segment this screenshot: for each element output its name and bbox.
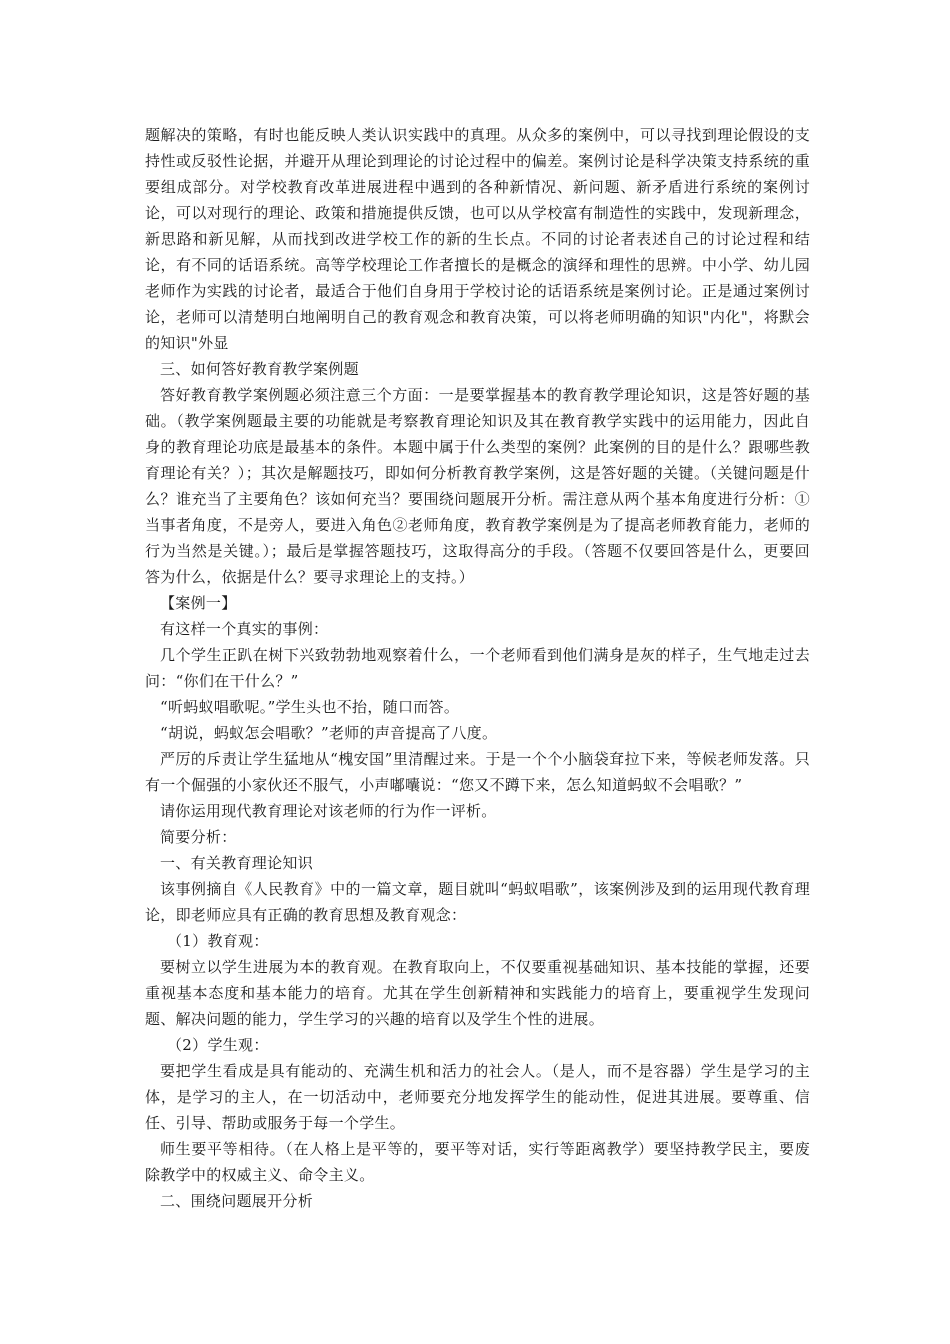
document-page	[145, 122, 810, 1214]
paragraph-brief-analysis: 简要分析：	[160, 828, 237, 846]
paragraph-source-article: 该事例摘自《人民教育》中的一篇文章，题目就叫“蚂蚁唱歌”，该案例涉及到的运用现代教育理论，即老师应具有正确的教育思想及教育观念：	[145, 880, 810, 924]
paragraph-answer-three-aspects: 答好教育教学案例题必须注意三个方面：一是要掌握基本的教育教学理论知识，这是答好题的基础。（教学案例题最主要的功能就是考察教育理论知识及其在教育教学实践中的运用能力，因此自身的教育理论功底是最基本的条件。本题中属于什么类型的案例？此案例的目的是什么？跟哪些教育理论有关？）；其次是解题技巧，即如何分析教育教学案例，这是答好题的关键。（关键问题是什么？谁充当了主要角色？该如何充当？要围绕问题展开分析。需注意从两个基本角度进行分析：①当事者角度，不是旁人，要进入角色②老师角度，教育教学案例是为了提高老师教育能力，老师的行为当然是关键。）；最后是掌握答题技巧，这取得高分的手段。（答题不仅要回答是什么，更要回答为什么，依据是什么？要寻求理论上的支持。）	[145, 386, 810, 586]
paragraph-education-view: 要树立以学生进展为本的教育观。在教育取向上，不仅要重视基础知识、基本技能的掌握，还要重视基本态度和基本能力的培育。尤其在学生创新精神和实践能力的培育上，要重视学生发现问题、解决问题的能力，学生学习的兴趣的培育以及学生个性的进展。	[145, 958, 810, 1028]
paragraph-student-view: 要把学生看成是具有能动的、充满生机和活力的社会人。（是人，而不是容器）学生是学习的主体，是学习的主人，在一切活动中，老师要充分地发挥学生的能动性，促进其进展。要尊重、信任、引导、帮助或服务于每一个学生。	[145, 1062, 810, 1132]
paragraph-listening-ants: “听蚂蚁唱歌呢。”学生头也不抬，随口而答。	[160, 698, 460, 716]
paragraph-teacher-raises-voice: “胡说，蚂蚁怎会唱歌？”老师的声音提高了八度。	[160, 724, 498, 742]
heading-education-view: （1）教育观：	[167, 932, 269, 950]
heading-related-theory: 一、有关教育理论知识	[160, 854, 314, 872]
paragraph-true-story: 有这样一个真实的事例：	[160, 620, 329, 638]
paragraph-teacher-student-equality: 师生要平等相待。（在人格上是平等的，要平等对话，实行等距离教学）要坚持教学民主，要废除教学中的权威主义、命令主义。	[145, 1140, 810, 1184]
paragraph-students-observing: 几个学生正趴在树下兴致勃勃地观察着什么，一个老师看到他们满身是灰的样子，生气地走过去问：“你们在干什么？”	[145, 646, 810, 690]
heading-student-view: （2）学生观：	[167, 1036, 269, 1054]
paragraph-case-discussion-intro: 题解决的策略，有时也能反映人类认识实践中的真理。从众多的案例中，可以寻找到理论假设的支持性或反驳性论据，并避开从理论到理论的讨论过程中的偏差。案例讨论是科学决策支持系统的重要组成部分。对学校教育改革进展进程中遇到的各种新情况、新问题、新矛盾进行系统的案例讨论，可以对现行的理论、政策和措施提供反馈，也可以从学校富有制造性的实践中，发现新理念，新思路和新见解，从而找到改进学校工作的新的生长点。不同的讨论者表述自己的讨论过程和结论，有不同的话语系统。高等学校理论工作者擅长的是概念的演绎和理性的思辨。中小学、幼儿园老师作为实践的讨论者，最适合于他们自身用于学校讨论的话语系统是案例讨论。正是通过案例讨论，老师可以清楚明白地阐明自己的教育观念和教育决策，可以将老师明确的知识"内化"，将默会的知识"外显	[145, 126, 810, 352]
section-heading-how-to-answer: 三、如何答好教育教学案例题	[160, 360, 359, 378]
paragraph-stern-rebuke: 严厉的斥责让学生猛地从“槐安国”里清醒过来。于是一个个小脑袋耷拉下来，等候老师发落。只有一个倔强的小家伙还不服气，小声嘟囔说：“您又不蹲下来，怎么知道蚂蚁不会唱歌？”	[145, 750, 810, 794]
paragraph-question-prompt: 请你运用现代教育理论对该老师的行为作一评析。	[160, 802, 497, 820]
case-one-heading: 【案例一】	[160, 594, 237, 612]
heading-analysis-around-problem: 二、围绕问题展开分析	[160, 1192, 314, 1210]
